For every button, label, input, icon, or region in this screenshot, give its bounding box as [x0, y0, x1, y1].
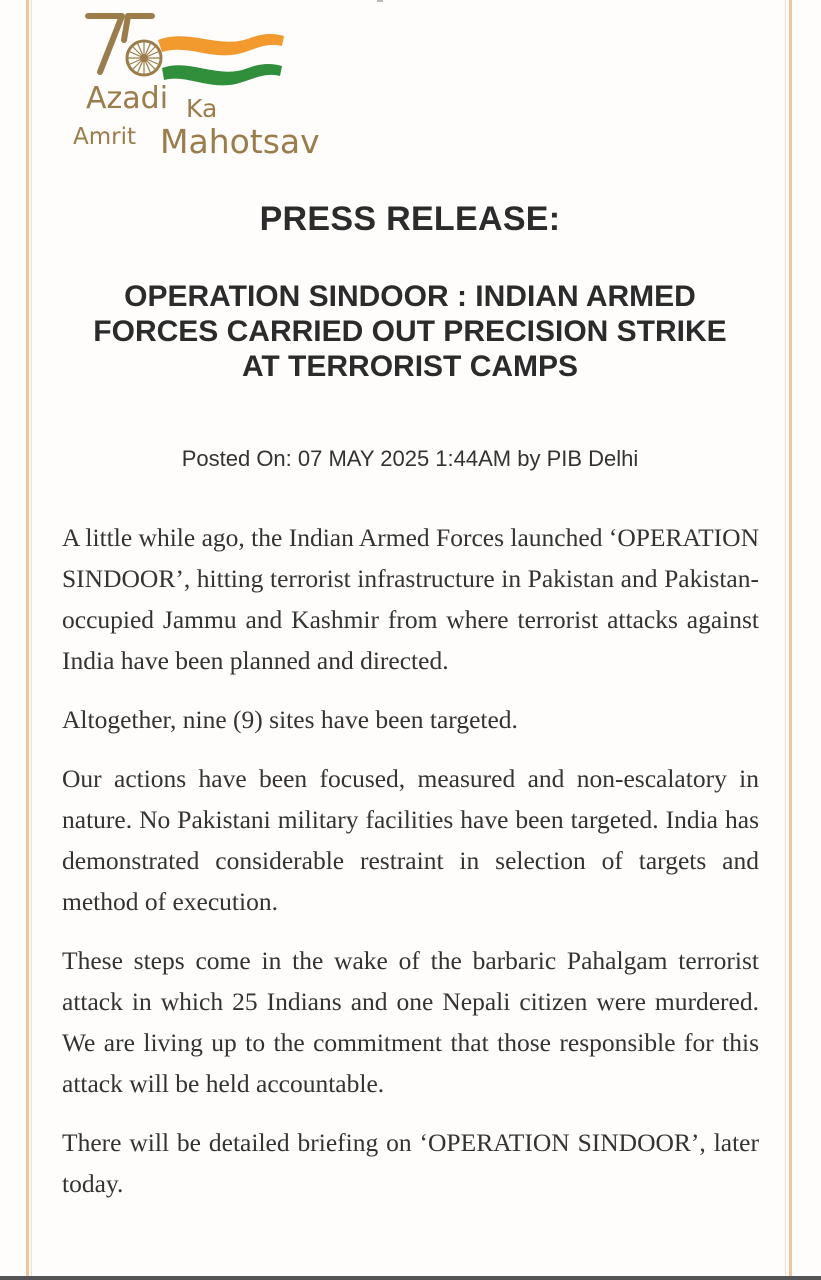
paragraph-1: A little while ago, the Indian Armed Forces launched ‘OPERATION SINDOOR’, hitting terrorist infrastructure in Pakistan and Pakistan-occupied Jammu and Kashmir from where terrorist attacks against India have been planned and directed. [62, 523, 759, 675]
page-title: PRESS RELEASE: [259, 200, 561, 238]
azadi-ka-amrit-mahotsav-logo [70, 10, 340, 160]
paragraph-2: Altogether, nine (9) sites have been targeted. [62, 705, 518, 734]
left-border-inner [31, 0, 32, 1280]
top-mark [377, 0, 383, 2]
article-body [62, 517, 759, 1222]
logo-azadi-text: Azadi [86, 81, 169, 116]
paragraph-4: These steps come in the wake of the barbaric Pahalgam terrorist attack in which 25 Indians and one Nepali citizen were murdered. We are living up to the commitment that those responsible for this attack will be held accountable. [62, 946, 759, 1098]
paragraph-3: Our actions have been focused, measured and non-escalatory in nature. No Pakistani military facilities have been targeted. India has demonstrated considerable restraint in selection of targets and method of execution. [62, 764, 759, 916]
headline: OPERATION SINDOOR : INDIAN ARMED FORCES CARRIED OUT PRECISION STRIKE AT TERRORIST CAMPS [93, 280, 727, 383]
bottom-divider [0, 1276, 821, 1280]
posted-date: Posted On: 07 MAY 2025 1:44AM by PIB Delhi [181, 446, 639, 471]
logo-ka-text: Ka [186, 94, 218, 123]
logo-mahotsav-text: Mahotsav [160, 122, 320, 161]
logo-amrit-text: Amrit [73, 124, 137, 150]
right-border [789, 0, 792, 1280]
paragraph-5: There will be detailed briefing on ‘OPERATION SINDOOR’, later today. [62, 1128, 759, 1198]
left-border [26, 0, 29, 1280]
right-border-inner [785, 0, 786, 1280]
